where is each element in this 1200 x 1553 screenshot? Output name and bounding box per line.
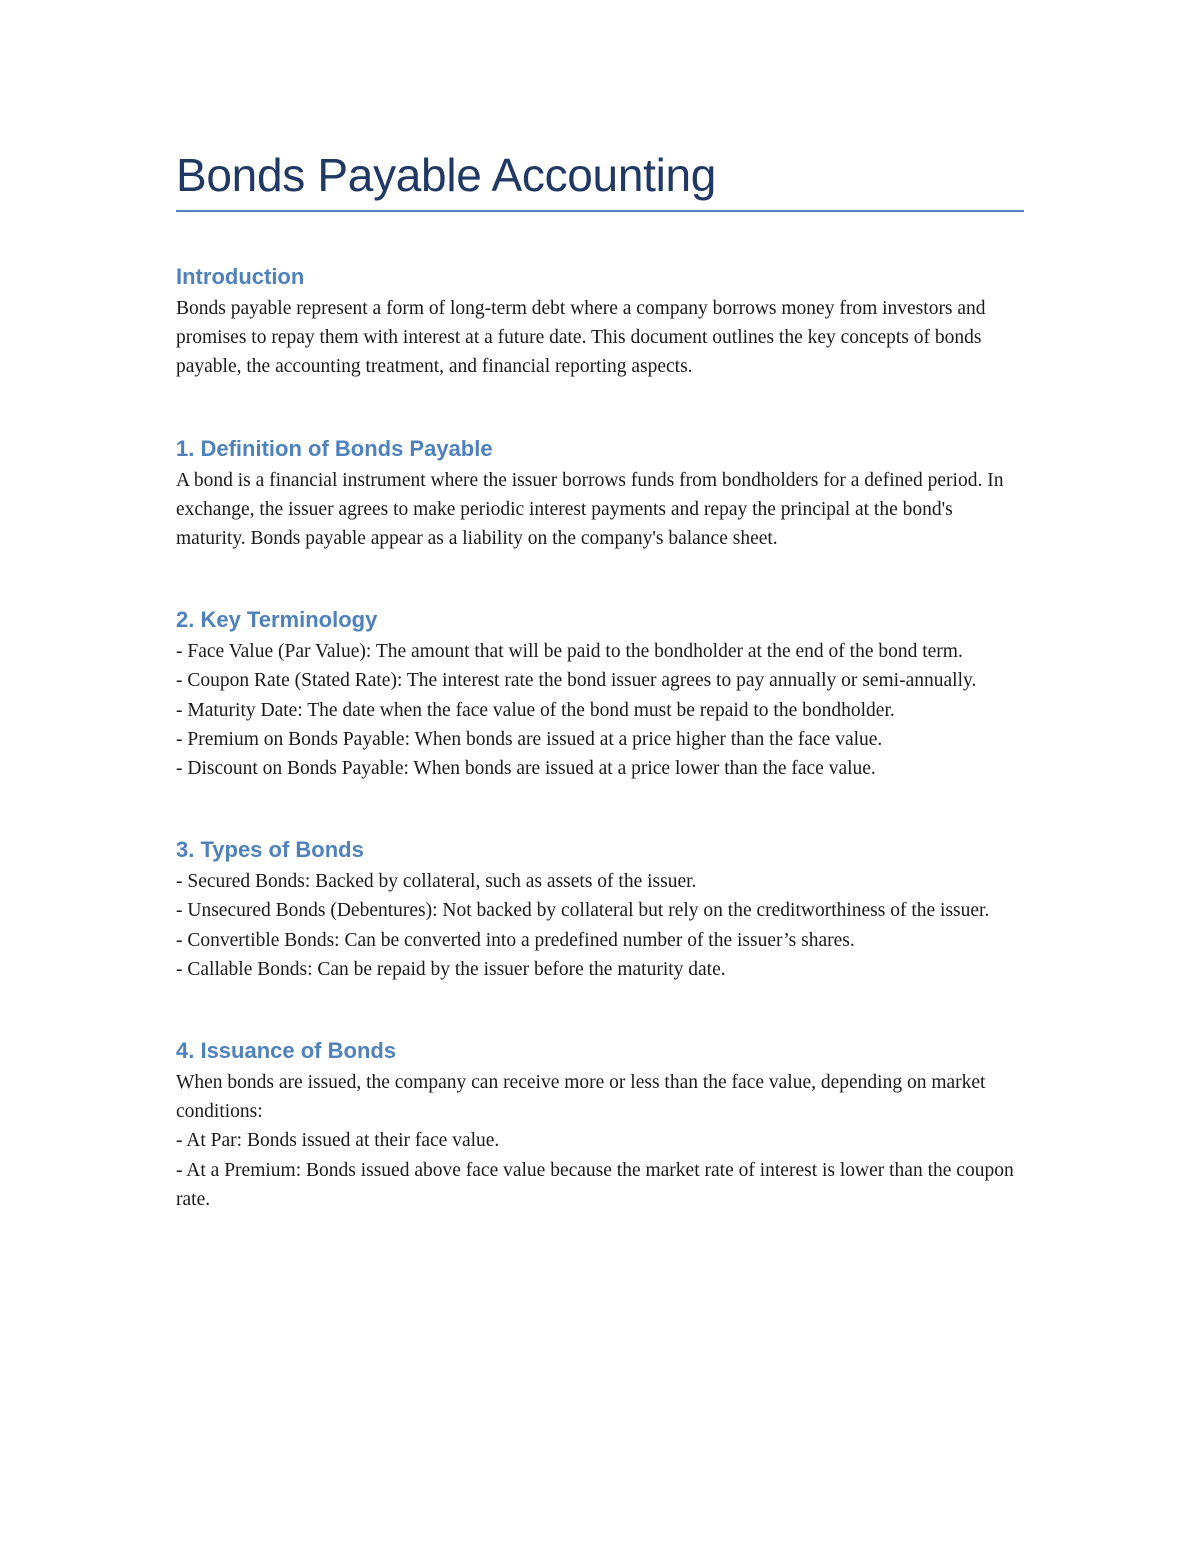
title-underline <box>176 210 1024 212</box>
list-item: - At a Premium: Bonds issued above face value because the market rate of interest is lower than the coupon rate. <box>176 1159 1014 1210</box>
list-item: - Convertible Bonds: Can be converted into a predefined number of the issuer’s shares. <box>176 929 855 951</box>
types-list <box>176 867 1024 984</box>
heading-issuance-of-bonds: 4. Issuance of Bonds <box>176 1038 397 1064</box>
heading-introduction: Introduction <box>176 264 305 289</box>
heading-types-of-bonds: 3. Types of Bonds <box>176 837 364 863</box>
document-title: Bonds Payable Accounting <box>176 149 717 201</box>
document-page <box>176 140 1024 1214</box>
introduction-paragraph: Bonds payable represent a form of long-term debt where a company borrows money from investors and promises to repay them with interest at a future date. This document outlines the key concepts of bonds payable, the accounting treatment, and financial reporting aspects. <box>176 298 986 378</box>
issuance-section <box>176 1068 1024 1214</box>
definition-paragraph: A bond is a financial instrument where the issuer borrows funds from bondholders for a defined period. In exchange, the issuer agrees to make periodic interest payments and repay the principal at the bond's maturity. Bonds payable appear as a liability on the company's balance sheet. <box>176 469 1004 550</box>
list-item: - At Par: Bonds issued at their face value. <box>176 1130 500 1152</box>
list-item: - Secured Bonds: Backed by collateral, such as assets of the issuer. <box>176 871 697 893</box>
list-item: - Callable Bonds: Can be repaid by the issuer before the maturity date. <box>176 958 726 980</box>
list-item: - Discount on Bonds Payable: When bonds are issued at a price lower than the face value. <box>176 758 876 780</box>
list-item: - Maturity Date: The date when the face value of the bond must be repaid to the bondholder. <box>176 699 895 721</box>
terminology-list <box>176 637 1024 783</box>
list-item: - Face Value (Par Value): The amount that will be paid to the bondholder at the end of the bond term. <box>176 641 963 663</box>
heading-definition: 1. Definition of Bonds Payable <box>176 435 493 461</box>
list-item: - Coupon Rate (Stated Rate): The interest rate the bond issuer agrees to pay annually or semi-annually. <box>176 670 977 692</box>
list-item: - Premium on Bonds Payable: When bonds are issued at a price higher than the face value. <box>176 728 883 750</box>
list-item: - Unsecured Bonds (Debentures): Not backed by collateral but rely on the creditworthiness of the issuer. <box>176 900 990 922</box>
heading-key-terminology: 2. Key Terminology <box>176 607 378 633</box>
issuance-intro-text: When bonds are issued, the company can receive more or less than the face value, depending on market conditions: <box>176 1072 986 1123</box>
